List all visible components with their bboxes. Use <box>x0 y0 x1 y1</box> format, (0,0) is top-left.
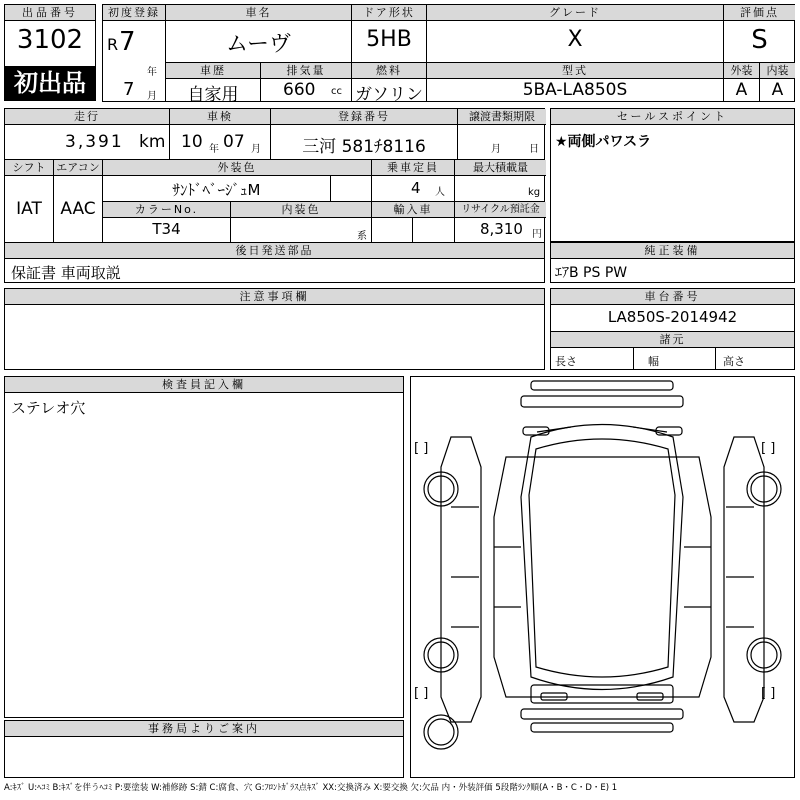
interior-score: A <box>771 80 784 100</box>
first-reg-label: 初度登録 <box>103 5 165 21</box>
inspector-block <box>4 376 404 718</box>
svg-text:[ ]: [ ] <box>761 686 776 701</box>
ac: AAC <box>60 199 96 219</box>
mileage-label: 走行 <box>5 109 169 125</box>
color: ｻﾝﾄﾞﾍﾞｰｼﾞｭM <box>172 181 261 199</box>
interior-color-unit: 系 <box>357 231 367 242</box>
car-diagram <box>411 377 794 777</box>
color-no-label: カラーNo. <box>103 202 230 218</box>
recycle-unit: 円 <box>532 229 542 240</box>
inspection-month-unit: 月 <box>251 144 261 155</box>
notes-block <box>4 288 545 370</box>
era: R <box>107 35 119 54</box>
notes-label: 注意事項欄 <box>5 289 544 305</box>
max-load-unit: kg <box>528 187 541 198</box>
office-label: 事務局よりご案内 <box>5 721 403 737</box>
shift-label: シフト <box>5 160 53 176</box>
history: 自家用 <box>187 85 239 105</box>
exterior-score-label: 外装 <box>724 63 759 79</box>
car-name: ムーヴ <box>226 32 291 57</box>
svg-text:[ ]: [ ] <box>414 686 429 701</box>
svg-text:[ ]: [ ] <box>414 441 429 456</box>
displacement-label: 排気量 <box>261 63 351 79</box>
car-name-label: 車名 <box>166 5 351 21</box>
car-diagram-block <box>410 376 795 778</box>
width-label: 幅 <box>648 355 659 368</box>
shift: IAT <box>16 199 42 219</box>
plate-label: 登録番号 <box>271 109 457 125</box>
door-type: 5HB <box>366 27 412 52</box>
year-unit: 年 <box>147 67 157 78</box>
chassis-block <box>550 288 795 370</box>
import-label: 輸入車 <box>372 202 454 218</box>
lot-number: 3102 <box>16 25 84 55</box>
displacement: 660 <box>283 80 316 100</box>
legend: A:ｷｽﾞ U:ﾍｺﾐ B:ｷｽﾞを伴うﾍｺﾐ P:要塗装 W:補修跡 S:錆 C:腐食、穴 G:ﾌﾛﾝﾄｶﾞﾗｽ点ｷｽﾞ XX:交換済み X:要交換 欠:欠品 内・外装評価 5段階ﾗﾝｸ順(A・B・C・D・E) 1 <box>4 783 618 793</box>
inspection-label: 車検 <box>170 109 270 125</box>
first-reg-month: 7 <box>123 79 135 100</box>
first-listing-badge <box>5 66 95 100</box>
lot-block <box>4 4 96 101</box>
displacement-unit: cc <box>331 86 342 97</box>
model: 5BA-LA850S <box>522 80 628 100</box>
dims-label: 諸元 <box>551 331 794 348</box>
inspector-text: ステレオ穴 <box>11 399 86 417</box>
later-items-text: 保証書 車両取説 <box>11 264 121 282</box>
length-label: 長さ <box>555 355 577 368</box>
later-items-label: 後日発送部品 <box>5 243 544 259</box>
recycle-label: リサイクル預託金 <box>455 202 546 218</box>
inspection-month: 07 <box>223 132 245 152</box>
grade: X <box>567 27 583 52</box>
equipment-label: 純正装備 <box>551 243 794 259</box>
sales-points-block <box>550 108 795 242</box>
equipment-text: ｴｱB PS PW <box>555 265 628 281</box>
score-label: 評価点 <box>724 5 795 21</box>
lot-label: 出品番号 <box>5 5 95 21</box>
header-sheet <box>102 4 795 105</box>
history-label: 車歴 <box>166 63 260 79</box>
mileage: 3,391 <box>65 132 124 152</box>
interior-color-label: 内装色 <box>231 202 371 218</box>
inspection-year: 10 <box>181 132 203 152</box>
sales-points-text: ★両側パワスラ <box>555 134 652 150</box>
max-load-label: 最大積載量 <box>455 160 546 176</box>
inspector-label: 検査員記入欄 <box>5 377 403 393</box>
door-label: ドア形状 <box>352 5 426 21</box>
office-block <box>4 720 404 778</box>
chassis-label: 車台番号 <box>551 289 794 305</box>
transfer-day-unit: 日 <box>529 144 539 155</box>
inspection-year-unit: 年 <box>209 144 219 155</box>
plate: 三河 581ﾁ8116 <box>302 137 426 157</box>
recycle: 8,310 <box>480 220 523 238</box>
capacity: 4 <box>411 179 421 197</box>
model-label: 型式 <box>427 63 723 79</box>
mileage-unit: km <box>139 132 166 152</box>
svg-text:[ ]: [ ] <box>761 441 776 456</box>
capacity-unit: 人 <box>435 187 445 198</box>
grade-label: グレード <box>427 5 723 21</box>
fuel-label: 燃料 <box>352 63 426 79</box>
fuel: ガソリン <box>355 85 423 105</box>
month-unit: 月 <box>147 91 157 102</box>
color-no: T34 <box>152 220 181 238</box>
ac-label: エアコン <box>54 160 102 176</box>
equipment-block <box>550 242 795 283</box>
exterior-score: A <box>735 80 748 100</box>
chassis-number: LA850S-2014942 <box>607 308 738 326</box>
capacity-label: 乗車定員 <box>372 160 454 176</box>
details-block <box>4 108 545 283</box>
sales-points-label: セールスポイント <box>551 109 794 125</box>
first-reg-year: 7 <box>119 27 136 57</box>
first-listing-text: 初出品 <box>14 69 86 97</box>
interior-score-label: 内装 <box>760 63 795 79</box>
color-label: 外装色 <box>103 160 371 176</box>
score: S <box>751 25 768 55</box>
transfer-month-unit: 月 <box>491 144 501 155</box>
height-label: 高さ <box>723 355 745 368</box>
transfer-label: 譲渡書類期限 <box>458 109 546 125</box>
